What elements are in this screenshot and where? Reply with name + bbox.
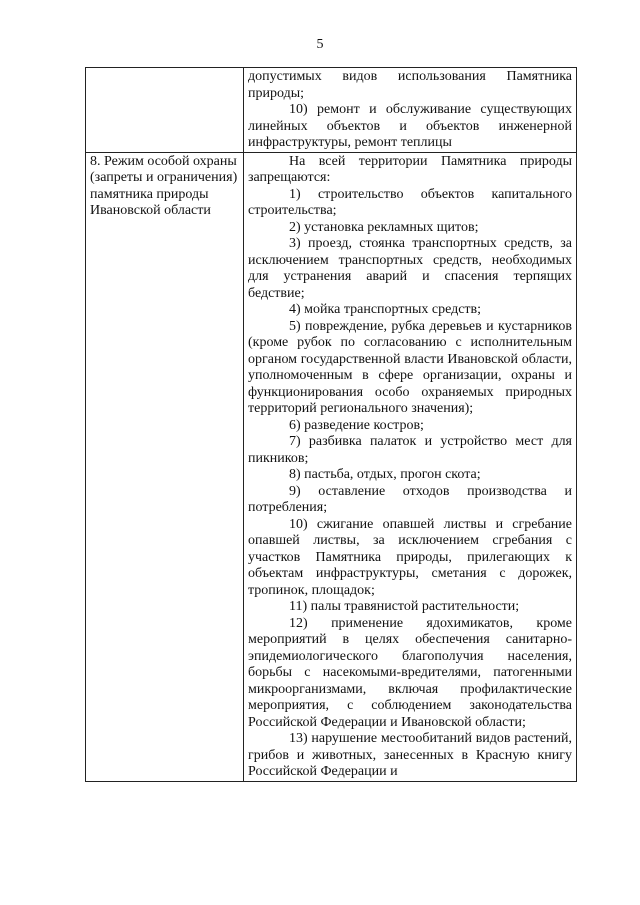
row2-right-cell — [244, 152, 577, 781]
prohibition-item: 10) сжигание опавшей листвы и сгребание опавшей листвы, за исключением сгребания с участков Памятника природы, прилегающих к объектам инфраструктуры, сметания с дорожек, тропинок, площадок; — [248, 516, 572, 598]
prohibition-item: 11) палы травянистой растительности; — [289, 599, 520, 614]
row1-paragraph: 10) ремонт и обслуживание существующих линейных объектов и объектов инженерной инфраструктуры, ремонт теплицы — [248, 102, 572, 150]
table-row — [86, 68, 577, 153]
prohibition-item: 13) нарушение местообитаний видов растений, грибов и животных, занесенных в Красную книгу Российской Федерации и — [248, 731, 572, 779]
prohibition-item: 6) разведение костров; — [289, 417, 424, 433]
regime-table — [85, 67, 577, 782]
prohibition-item: 1) строительство объектов капитального строительства; — [248, 186, 572, 218]
row2-left-cell — [86, 152, 244, 781]
prohibition-intro: На всей территории Памятника природы запрещаются: — [248, 153, 572, 185]
prohibition-item: 4) мойка транспортных средств; — [289, 302, 482, 317]
regime-heading: 8. Режим особой охраны (запреты и ограничения) памятника природы Ивановской области — [90, 153, 238, 218]
prohibition-item: 7) разбивка палаток и устройство мест для пикников; — [248, 434, 572, 466]
row1-paragraph: допустимых видов использования Памятника природы; — [248, 69, 572, 101]
page-number: 5 — [316, 37, 324, 52]
prohibition-item: 8) пастьба, отдых, прогон скота; — [289, 467, 481, 482]
prohibition-item: 5) повреждение, рубка деревьев и кустарников (кроме рубок по согласованию с исполнительным органом государственной власти Ивановской области, уполномоченным в сфере организации, охраны и функционирования особо охраняемых природных территорий регионального значения); — [248, 318, 572, 416]
prohibition-item: 3) проезд, стоянка транспортных средств, за исключением транспортных средств, необходимых для устранения аварий и спасения терпящих бедствие; — [248, 236, 572, 301]
table-row — [86, 152, 577, 781]
prohibition-item: 2) установка рекламных щитов; — [289, 219, 479, 235]
prohibition-item: 12) применение ядохимикатов, кроме мероприятий в целях обеспечения санитарно-эпидемиологического благополучия населения, борьбы с насекомыми-вредителями, патогенными микроорганизмами, включая профилактические мероприятия, с соблюдением законодательства Российской Федерации и Ивановской области; — [248, 615, 572, 730]
prohibition-item: 9) оставление отходов производства и потребления; — [248, 483, 572, 515]
row1-left-cell — [86, 68, 244, 153]
row1-right-cell — [244, 68, 577, 153]
